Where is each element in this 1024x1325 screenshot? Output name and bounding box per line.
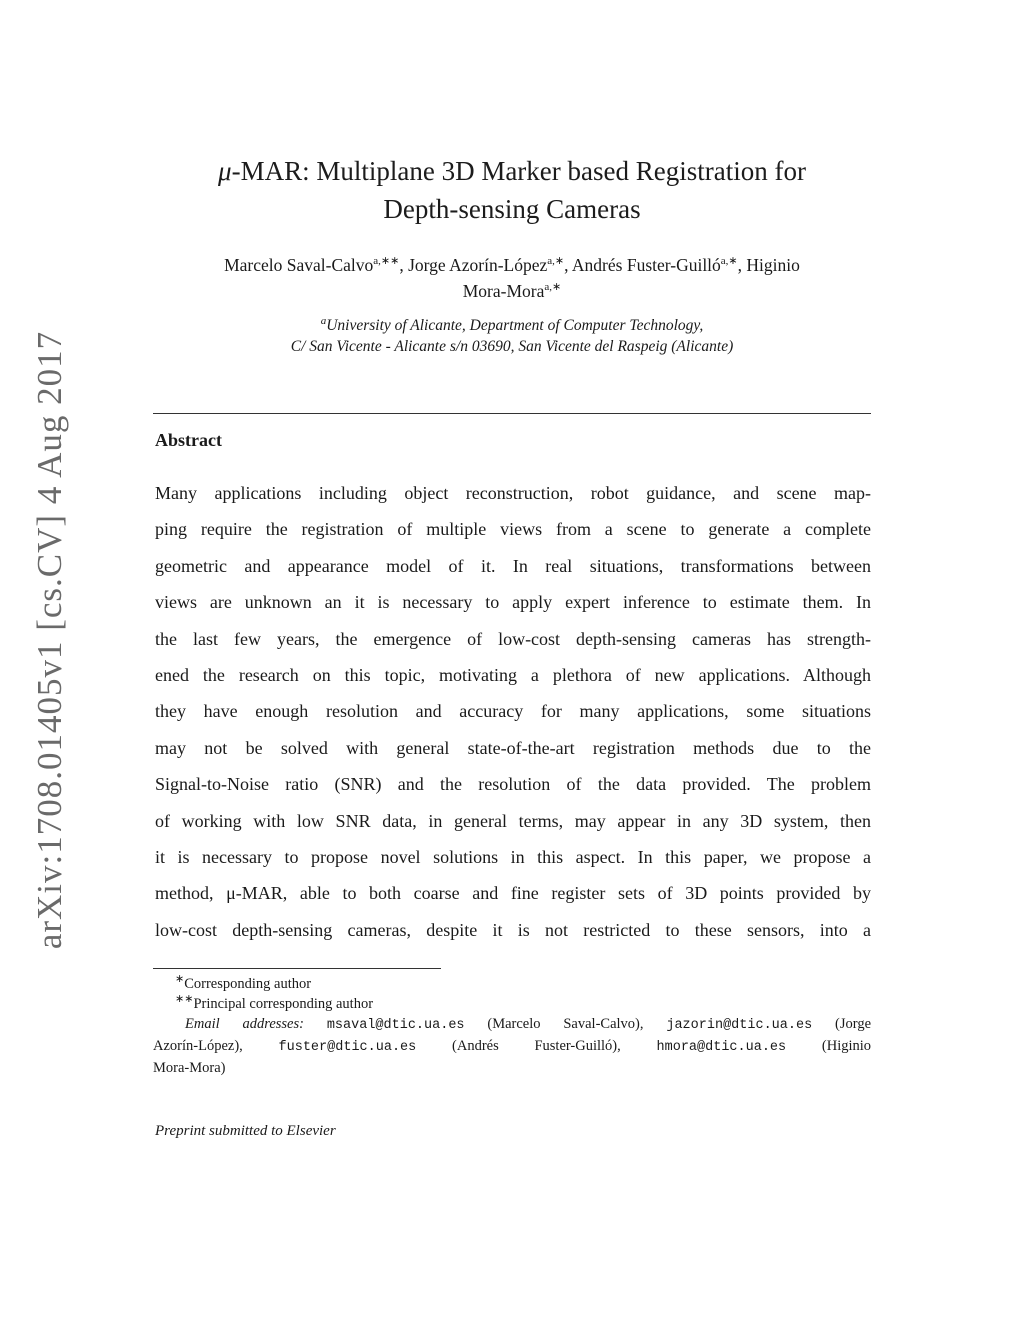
- email-owner: Mora-Mora): [153, 1060, 226, 1076]
- abstract-line: low-cost depth-sensing cameras, despite it is not restricted to these sensors, into a: [155, 919, 871, 940]
- abstract-line: may not be solved with general state-of-the-art registration methods due to the: [155, 737, 871, 758]
- email-link[interactable]: jazorin@dtic.ua.es: [666, 1018, 813, 1033]
- email-link[interactable]: msaval@dtic.ua.es: [326, 1018, 465, 1033]
- affiliation-text-1: University of Alicante, Department of Computer Technology,: [326, 317, 704, 334]
- email-line: [153, 1036, 871, 1058]
- abstract-line: method, μ-MAR, able to both coarse and fine register sets of 3D points provided by: [155, 883, 871, 904]
- abstract-line: views are unknown an it is necessary to apply expert inference to estimate them. In: [155, 592, 871, 613]
- title-line-1-text: -MAR: Multiplane 3D Marker based Registration for: [231, 156, 806, 186]
- email-link[interactable]: hmora@dtic.ua.es: [656, 1040, 787, 1055]
- email-link[interactable]: fuster@dtic.ua.es: [278, 1040, 417, 1055]
- affiliation-mark: a: [320, 314, 327, 327]
- email-owner: (Andrés Fuster-Guilló),: [452, 1038, 621, 1054]
- email-owner: Azorín-López),: [153, 1038, 243, 1054]
- author-mark: a,∗: [720, 255, 738, 268]
- abstract-line: Many applications including object reconstruction, robot guidance, and scene map-: [155, 483, 871, 503]
- arxiv-identifier-stamp: [10, 330, 90, 950]
- author-list: [150, 252, 874, 304]
- author-name: Andrés Fuster-Guilló: [571, 255, 721, 275]
- author-line-2: [150, 278, 874, 304]
- title-line-1: [150, 152, 874, 190]
- title-mu-symbol: μ: [218, 156, 232, 186]
- footnote-mark: ∗∗: [175, 993, 194, 1006]
- footnote-mark: ∗: [175, 973, 185, 986]
- author-mark: a,∗: [547, 255, 565, 268]
- footnote-principal: [153, 994, 871, 1014]
- author-name: Jorge Azorín-López: [408, 255, 548, 275]
- abstract-heading: Abstract: [155, 430, 222, 450]
- email-owner: (Jorge: [835, 1016, 872, 1032]
- author-name-cont: Mora-Mora: [462, 281, 545, 301]
- abstract-line: they have enough resolution and accuracy for many applications, some situations: [155, 701, 871, 722]
- footnote-text: Principal corresponding author: [193, 996, 374, 1012]
- abstract-line: ping require the registration of multiple views from a scene to generate a complete: [155, 519, 871, 540]
- arxiv-id: arXiv:1708.01405v1 [cs.CV] 4 Aug 2017: [30, 330, 70, 950]
- abstract-line: geometric and appearance model of it. In real situations, transformations between: [155, 555, 871, 576]
- email-label: Email addresses:: [185, 1016, 304, 1032]
- affiliation-line-2: C/ San Vicente - Alicante s/n 03690, San Vicente del Raspeig (Alicante): [290, 338, 734, 355]
- abstract-line: it is necessary to propose novel solutions in this aspect. In this paper, we propose a: [155, 846, 871, 867]
- abstract-line: ened the research on this topic, motivating a plethora of new applications. Although: [155, 664, 871, 685]
- author-name: Higinio: [746, 255, 800, 275]
- footnote-corresponding: [153, 974, 871, 994]
- email-line: [153, 1014, 871, 1036]
- affiliation: [150, 315, 874, 357]
- title-line-2: Depth-sensing Cameras: [383, 194, 641, 224]
- email-owner: (Higinio: [821, 1038, 872, 1054]
- author-line-1: Marcelo Saval-Calvo$^{a,∗∗}$, Jorge Azorín-López$^{a,∗}$, Andrés Fuster-Guilló$^{a,∗}$, Higinio: [224, 255, 800, 275]
- footnotes: [153, 974, 871, 1078]
- header-divider: [153, 413, 871, 414]
- footnote-text: Corresponding author: [184, 976, 312, 992]
- author-mark: a,∗∗: [373, 255, 400, 268]
- preprint-note: Preprint submitted to Elsevier: [155, 1123, 336, 1139]
- email-owner: (Marcelo Saval-Calvo),: [487, 1016, 644, 1032]
- abstract-line: of working with low SNR data, in general terms, may appear in any 3D system, then: [155, 810, 871, 831]
- footnote-divider: [153, 968, 441, 969]
- paper-title: [150, 152, 874, 228]
- abstract-line: the last few years, the emergence of low-cost depth-sensing cameras has strength-: [155, 628, 871, 649]
- abstract-body: [155, 475, 871, 948]
- email-line: [153, 1058, 871, 1078]
- author-name: Marcelo Saval-Calvo: [224, 255, 374, 275]
- affiliation-line-1: [150, 315, 874, 336]
- author-mark: a,∗: [544, 281, 562, 294]
- abstract-line: Signal-to-Noise ratio (SNR) and the resolution of the data provided. The problem: [155, 774, 871, 795]
